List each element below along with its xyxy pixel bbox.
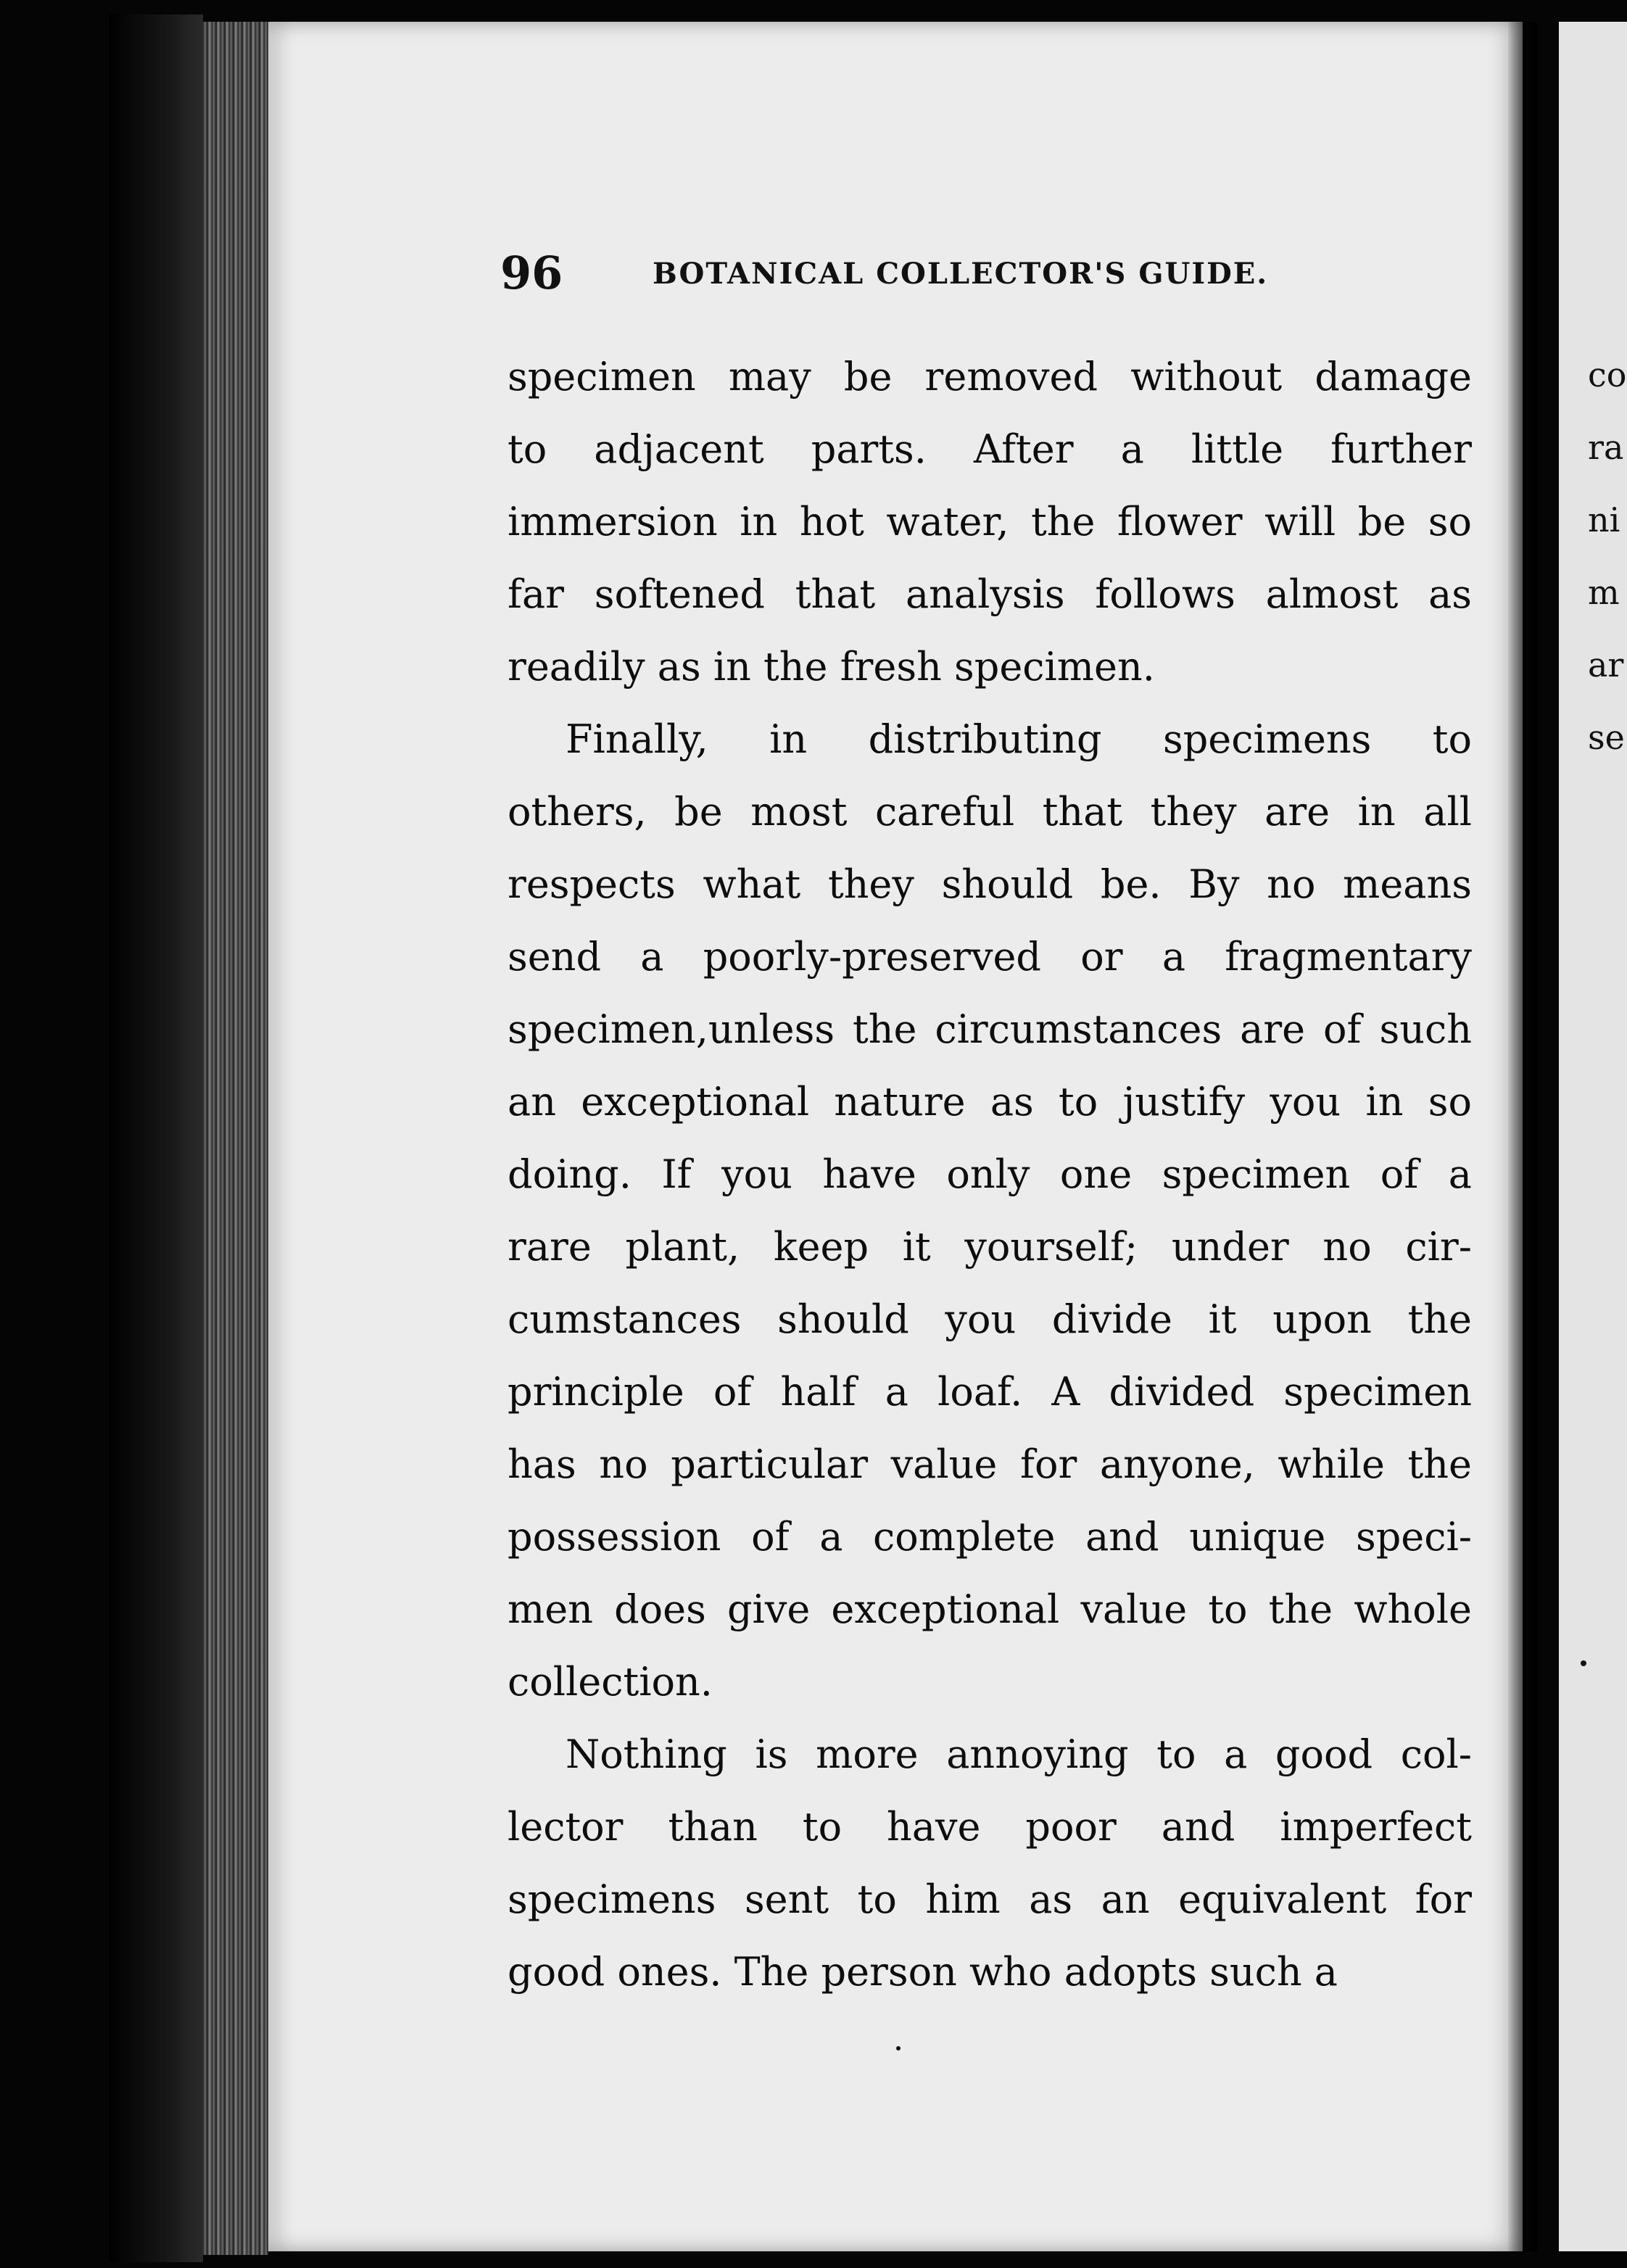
scan-speck <box>896 2046 901 2050</box>
text-line: to adjacent parts. After a little further <box>508 426 1472 472</box>
text-line: an exceptional nature as to justify you in so <box>508 1079 1472 1125</box>
running-head: BOTANICAL COLLECTOR'S GUIDE. <box>653 257 1269 291</box>
text-line: specimen,unless the circumstances are of such <box>508 1006 1472 1052</box>
text-line: possession of a complete and unique speci- <box>508 1514 1472 1560</box>
facing-page-fragment: ar <box>1588 645 1624 684</box>
book-edge-shadow <box>109 15 203 2262</box>
text-line: has no particular value for anyone, while the <box>508 1441 1472 1487</box>
text-line: principle of half a loaf. A divided specimen <box>508 1369 1472 1415</box>
text-line: send a poorly-preserved or a fragmentary <box>508 934 1472 980</box>
facing-page-fragment: se <box>1588 718 1625 757</box>
text-line: doing. If you have only one specimen of a <box>508 1151 1472 1197</box>
text-line: others, be most careful that they are in all <box>508 789 1472 835</box>
paragraph <box>508 1718 1472 2008</box>
text-line: rare plant, keep it yourself; under no cir- <box>508 1224 1472 1270</box>
page-header <box>500 247 1327 305</box>
facing-page-sliver <box>1559 22 1627 2251</box>
text-line: respects what they should be. By no means <box>508 861 1472 907</box>
text-line: good ones. The person who adopts such a <box>508 1949 1338 1995</box>
text-line: immersion in hot water, the flower will be so <box>508 499 1472 545</box>
text-line: specimen may be removed without damage <box>508 354 1472 400</box>
text-line: readily as in the fresh specimen. <box>508 644 1155 690</box>
text-line: Finally, in distributing specimens to <box>566 716 1472 762</box>
text-line: collection. <box>508 1659 713 1705</box>
paragraph <box>508 703 1472 1718</box>
facing-page-fragment: m <box>1588 573 1620 612</box>
page-number: 96 <box>500 247 563 299</box>
text-line: specimens sent to him as an equivalent for <box>508 1876 1472 1922</box>
facing-page-fragment: co <box>1588 355 1627 394</box>
stacked-page-edges <box>203 22 268 2255</box>
text-line: far softened that analysis follows almost as <box>508 571 1472 617</box>
facing-page-fragment: ra <box>1588 428 1624 467</box>
text-line: Nothing is more annoying to a good col- <box>566 1731 1472 1777</box>
paragraph <box>508 341 1472 703</box>
text-line: men does give exceptional value to the whole <box>508 1586 1472 1632</box>
gutter-shadow <box>1508 22 1537 2251</box>
body-text <box>508 341 1472 2008</box>
scan-speck <box>1581 1660 1586 1666</box>
facing-page-fragment: ni <box>1588 500 1620 539</box>
text-line: lector than to have poor and imperfect <box>508 1804 1472 1850</box>
text-line: cumstances should you divide it upon the <box>508 1296 1472 1342</box>
